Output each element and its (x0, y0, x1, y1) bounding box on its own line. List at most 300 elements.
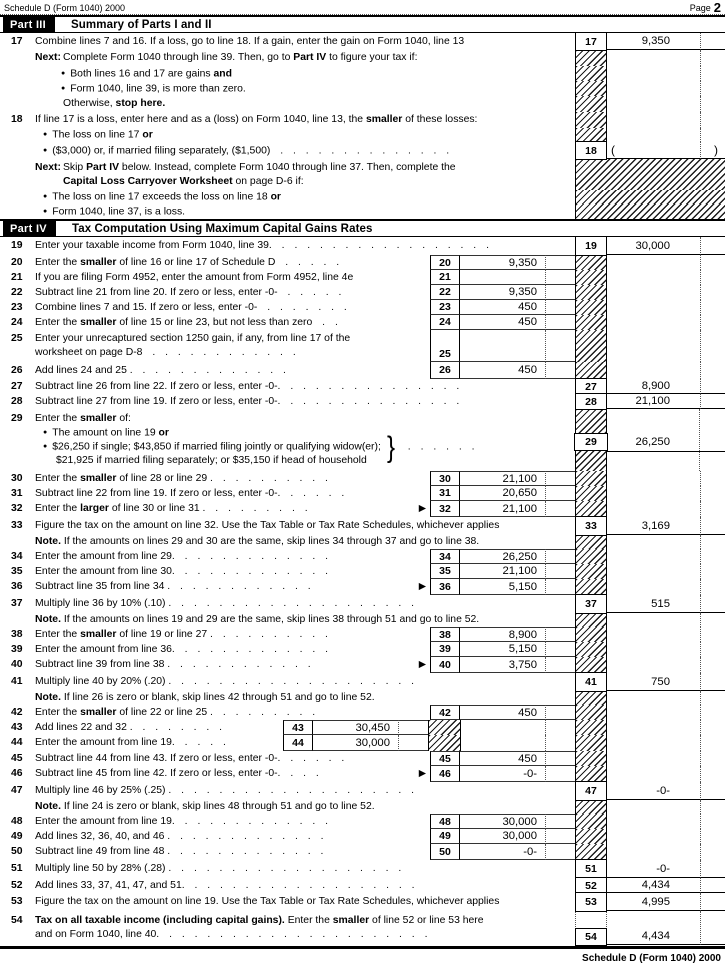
form-text-line (0, 691, 575, 705)
line-53-amount[interactable] (607, 893, 700, 911)
label-text: Next: (35, 161, 61, 173)
line-number: 44 (11, 737, 23, 748)
line-35-cents (545, 564, 575, 579)
label-text: Complete Form 1040 through line 39. Then, go to (63, 52, 294, 63)
line-32-entry[interactable]: 21,100 (460, 501, 545, 517)
line-18-box-strip (575, 142, 607, 159)
label-text: of line 22 or line 25 . (116, 706, 213, 718)
form-row-48 (0, 814, 725, 829)
cents-column (700, 579, 725, 595)
line-43-entry[interactable]: 30,450 (313, 720, 398, 735)
label-text: The loss on line 17 (52, 129, 143, 141)
form-row-33 (0, 517, 725, 535)
form-row-17-otherwise (0, 96, 725, 112)
row-52-label (0, 878, 575, 893)
label-text: Note. (35, 692, 61, 703)
form-text-line (0, 97, 575, 111)
line-34-cents (545, 549, 575, 564)
line-17-amount[interactable] (607, 33, 700, 50)
line-number: 20 (11, 256, 23, 268)
line-25-cents (545, 330, 575, 362)
line-36-entry[interactable]: 5,150 (460, 579, 545, 595)
hatch-strip (575, 128, 607, 142)
line-19-amount[interactable] (607, 237, 700, 255)
cents-column (700, 486, 725, 501)
line-51-amount[interactable] (607, 860, 700, 878)
label-text: $21,925 if married filing separately; or $35,150 if head of household (56, 455, 367, 466)
row-37-label (0, 595, 575, 613)
line-number: 25 (11, 333, 23, 344)
amount-column (607, 691, 700, 705)
cents-column (700, 300, 725, 315)
label-text: Part IV (293, 52, 327, 63)
form-row-18-bullet-4 (0, 204, 725, 219)
line-29-box-strip (575, 409, 607, 471)
row-47-label (0, 782, 575, 800)
line-39-box: 39 (430, 642, 460, 657)
line-46-box: 46 (430, 766, 460, 782)
line-42-entry[interactable]: 450 (460, 705, 545, 720)
right-arrow-icon: ▶ (418, 581, 426, 592)
dot-leader: . . . . . . . . . . . . . . (280, 380, 460, 392)
part3-bar (0, 15, 725, 33)
hatch-strip (575, 844, 607, 860)
row-46-label (0, 766, 430, 782)
form-text-line (0, 550, 430, 564)
form-text-line (0, 914, 575, 928)
label-text: Enter the amount from line 19. (35, 815, 175, 827)
line-52-amount[interactable] (607, 878, 700, 893)
hatch-strip (575, 66, 607, 81)
cents-column (700, 627, 725, 642)
label-text: of: (116, 413, 131, 424)
amount-column (607, 471, 700, 486)
line-25-entry[interactable] (460, 330, 545, 362)
line-49-entry[interactable]: 30,000 (460, 829, 545, 844)
form-row-32 (0, 501, 725, 517)
form-id-header: Schedule D (Form 1040) 2000 (4, 3, 126, 13)
label-text: Form 1040, line 37, is a loss. (52, 206, 186, 217)
right-arrow-icon: ▶ (418, 659, 426, 670)
cents-column (700, 691, 725, 705)
form-note-38 (0, 613, 725, 627)
form-row-21 (0, 270, 725, 285)
label-text: of line 52 or line 53 here (369, 915, 484, 926)
label-text: or (142, 129, 153, 141)
cents-column (700, 595, 725, 613)
label-text: Multiply line 40 by 20% (.20) . (35, 676, 172, 687)
row-18-bullet-2-label (0, 142, 575, 159)
line-46-entry[interactable]: -0- (460, 766, 545, 782)
line-number: 31 (11, 487, 23, 499)
row-51-label (0, 860, 575, 878)
cents-column (700, 893, 725, 911)
line-46-cents (545, 766, 575, 782)
line-50-cents (545, 844, 575, 860)
form-row-51 (0, 860, 725, 878)
amount-column (607, 844, 700, 860)
line-48-entry[interactable]: 30,000 (460, 814, 545, 829)
label-text: The loss on line 17 exceeds the loss on line 18 (52, 191, 271, 203)
row-39-label (0, 642, 430, 657)
line-27-value: 8,900 (641, 380, 670, 392)
form-text-line (0, 82, 575, 96)
line-36-box: 36 (430, 579, 460, 595)
label-text: Otherwise, (63, 98, 116, 109)
cents-column (700, 50, 725, 66)
hatch-strip (575, 471, 607, 486)
line-44-entry[interactable]: 30,000 (313, 735, 398, 751)
line-37-box-strip (575, 595, 607, 613)
form-row-17-bullet-2 (0, 81, 725, 96)
line-53-box: 53 (575, 892, 607, 912)
line-20-box: 20 (430, 255, 460, 270)
line-21-entry[interactable] (460, 270, 545, 285)
line-20-cents (545, 255, 575, 270)
label-text: Subtract line 35 from line 34 . (35, 581, 171, 592)
row-18-bullet-1-label (0, 128, 575, 142)
amount-column (607, 501, 700, 517)
amount-column (607, 81, 700, 96)
cents-column (700, 911, 725, 945)
label-text: Subtract line 39 from line 38 . (35, 659, 171, 670)
label-text: Combine lines 7 and 16. If a loss, go to line 18. If a gain, enter the gain on Form 1040, line 13 (35, 35, 465, 47)
line-number: 49 (11, 830, 23, 842)
line-52-value: 4,434 (641, 879, 670, 891)
line-24-entry[interactable]: 450 (460, 315, 545, 330)
dot-leader: . . . . . . . (257, 301, 347, 313)
form-row-43 (0, 720, 725, 735)
hatch-strip (575, 270, 607, 285)
form-text-line (0, 67, 575, 81)
row-20-label (0, 255, 430, 270)
label-text: larger (80, 503, 109, 514)
form-row-50 (0, 844, 725, 860)
label-text: Enter the (35, 706, 81, 718)
form-row-41 (0, 673, 725, 691)
line-32-cents (545, 501, 575, 517)
hatch-strip (575, 735, 607, 751)
label-text: Enter the (35, 413, 81, 424)
dot-leader: . . . . . . . . . . . . . . (280, 395, 460, 407)
dot-leader: . . . . . . . . . . . . (174, 815, 329, 827)
cents-column (700, 112, 725, 128)
label-text: Enter the amount from line 19. (35, 737, 175, 748)
line-20-entry[interactable]: 9,350 (460, 255, 545, 270)
row-17-otherwise-label (0, 96, 575, 112)
cents-column (700, 549, 725, 564)
line-31-entry[interactable]: 20,650 (460, 486, 545, 501)
label-text: Subtract line 26 from line 22. If zero or less, enter -0-. (35, 380, 281, 392)
form-text-line (0, 487, 430, 501)
form-text-line (0, 736, 283, 750)
line-42-cents (545, 705, 575, 720)
form-text-line (0, 675, 575, 689)
line-number: 48 (11, 815, 23, 827)
form-row-47 (0, 782, 725, 800)
line-number: 40 (11, 659, 23, 670)
line-28-value: 21,100 (635, 395, 670, 407)
dot-leader: . . . . . . . . . . . . . . . . . . (171, 863, 402, 874)
line-45-box: 45 (430, 751, 460, 766)
amount-column (607, 705, 700, 720)
form-text-line (0, 364, 430, 378)
label-text: The amount on line 19 (52, 427, 159, 439)
line-number: 47 (11, 785, 23, 796)
label-text: smaller (80, 256, 117, 268)
form-text-line (0, 752, 430, 766)
label-text: If line 17 is a loss, enter here and as a (loss) on Form 1040, line 13, the (35, 114, 366, 125)
cents-column (700, 535, 725, 549)
amount-column (607, 285, 700, 300)
line-number: 24 (11, 316, 23, 328)
row-17-bullet-2-label (0, 81, 575, 96)
line-54-value: 4,434 (641, 930, 670, 942)
part3-bar-label: Part III (3, 17, 55, 32)
row-26-label (0, 362, 430, 379)
label-text: Note. (35, 614, 61, 625)
line-number: 53 (11, 896, 23, 907)
form-text-line (0, 426, 575, 440)
line-37-box: 37 (575, 594, 607, 614)
row-44-label (0, 735, 283, 751)
row-40-label (0, 657, 430, 673)
form-row-17-next (0, 50, 725, 66)
label-text: Subtract line 27 from line 19. If zero or less, enter -0-. (35, 395, 281, 407)
dot-leader: . . . . . . . . . . . (170, 581, 311, 592)
label-text: If line 26 is zero or blank, skip lines 42 through 51 and go to line 52. (60, 692, 375, 703)
amount-continuation (460, 735, 545, 751)
amount-column (607, 642, 700, 657)
hatch-strip (575, 766, 607, 782)
cents-column (700, 255, 725, 270)
row-24-label (0, 315, 430, 330)
amount-column (607, 66, 700, 81)
form-text-line (0, 597, 575, 611)
line-number: 32 (11, 503, 23, 514)
note-38-label (0, 613, 575, 627)
bullet-icon: ● (61, 69, 66, 77)
line-23-box: 23 (430, 300, 460, 315)
row-17-label (0, 33, 575, 50)
line-43-cents (398, 720, 428, 735)
hatch-strip (575, 800, 607, 814)
amount-column (607, 112, 700, 128)
label-text: Subtract line 45 from line 42. If zero or less, enter -0-. (35, 768, 281, 779)
form-text-line (0, 613, 575, 627)
line-number: 34 (11, 550, 23, 562)
hatched-block (575, 190, 725, 204)
form-row-30 (0, 471, 725, 486)
line-31-cents (545, 486, 575, 501)
label-text: Note. (35, 801, 61, 812)
line-23-entry[interactable]: 450 (460, 300, 545, 315)
close-paren: ) (714, 143, 718, 157)
amount-continuation (460, 720, 545, 735)
amount-column (607, 613, 700, 627)
cents-column (700, 735, 725, 751)
line-22-entry[interactable]: 9,350 (460, 285, 545, 300)
form-row-49 (0, 829, 725, 844)
cents-column (700, 829, 725, 844)
bullet-icon: ● (43, 443, 48, 450)
line-38-entry[interactable]: 8,900 (460, 627, 545, 642)
line-41-amount[interactable] (607, 673, 700, 691)
line-26-entry[interactable]: 450 (460, 362, 545, 379)
page-header (0, 0, 725, 15)
line-47-value: -0- (656, 784, 670, 797)
row-18-bullet-3-label (0, 190, 575, 204)
line-44-cents (398, 735, 428, 751)
line-37-value: 515 (651, 597, 670, 610)
form-row-37 (0, 595, 725, 613)
form-text-line (0, 502, 430, 516)
form-row-18-bullet-3 (0, 190, 725, 204)
label-text: Skip (63, 161, 87, 173)
hatch-strip (575, 627, 607, 642)
line-21-box: 21 (430, 270, 460, 285)
row-32-label (0, 501, 430, 517)
hatch-strip (575, 829, 607, 844)
form-text-line (0, 161, 575, 175)
form-row-18-next (0, 159, 725, 190)
label-text: smaller (332, 915, 370, 926)
label-text: Combine lines 7 and 15. If zero or less, enter -0- (35, 301, 258, 313)
label-text: ($3,000) or, if married filing separately, ($1,500) (52, 145, 271, 156)
amount-column (607, 50, 700, 66)
right-arrow-icon: ▶ (418, 503, 426, 514)
line-number: 41 (11, 676, 23, 687)
row-42-label (0, 705, 430, 720)
form-text-line (0, 706, 430, 720)
label-text: Enter the (35, 503, 81, 514)
row-36-label (0, 579, 430, 595)
form-note-42 (0, 691, 725, 705)
cents-column (700, 315, 725, 330)
note-48-label (0, 800, 575, 814)
line-24-cents (545, 315, 575, 330)
line-27-amount[interactable] (607, 379, 700, 394)
cents-continuation (545, 720, 575, 735)
line-number: 22 (11, 286, 23, 298)
label-text: Enter the amount from line 30. (35, 565, 175, 577)
line-51-box: 51 (575, 859, 607, 879)
form-text-line (0, 239, 575, 253)
label-text: If you are filing Form 4952, enter the amount from Form 4952, line 4e (35, 271, 354, 283)
dot-leader: . . . . . . . . . . . . . . . . . . . . . (159, 929, 428, 940)
amount-column (607, 330, 700, 362)
label-text: of these losses: (402, 114, 478, 125)
hatch-strip (428, 735, 460, 751)
bullet-icon: ● (43, 131, 48, 138)
hatch-strip (575, 814, 607, 829)
cents-column (700, 362, 725, 379)
line-28-amount[interactable] (607, 394, 700, 409)
form-row-19 (0, 237, 725, 255)
line-30-entry[interactable]: 21,100 (460, 471, 545, 486)
line-45-entry[interactable]: 450 (460, 751, 545, 766)
row-23-label (0, 300, 430, 315)
line-35-entry[interactable]: 21,100 (460, 564, 545, 579)
row-49-label (0, 829, 430, 844)
dot-leader: . . . . (174, 737, 226, 748)
line-33-value: 3,169 (641, 519, 670, 532)
line-34-entry[interactable]: 26,250 (460, 549, 545, 564)
line-39-entry[interactable]: 5,150 (460, 642, 545, 657)
form-row-34 (0, 549, 725, 564)
line-33-amount[interactable] (607, 517, 700, 535)
amount-column (607, 486, 700, 501)
cents-column (700, 142, 725, 159)
form-text-line (0, 190, 575, 204)
form-text-line (0, 316, 430, 330)
line-37-amount[interactable] (607, 595, 700, 613)
label-text: If line 24 is zero or blank, skip lines 48 through 51 and go to line 52. (60, 801, 375, 812)
line-52-box-strip (575, 878, 607, 893)
line-number: 42 (11, 706, 23, 718)
line-51-value: -0- (656, 862, 670, 875)
label-text: of line 30 or line 31 (108, 503, 203, 514)
line-36-cents (545, 579, 575, 595)
line-48-cents (545, 814, 575, 829)
line-number: 30 (11, 472, 23, 484)
line-50-entry[interactable]: -0- (460, 844, 545, 860)
hatch-strip (575, 486, 607, 501)
line-number: 35 (11, 565, 23, 577)
part4-bar (0, 219, 725, 237)
hatch-strip (575, 613, 607, 627)
line-28-box-strip (575, 394, 607, 409)
form-text-line (0, 580, 430, 594)
form-text-line (0, 113, 575, 127)
cents-divider (699, 409, 700, 471)
bullet-icon: ● (43, 193, 48, 200)
right-arrow-icon: ▶ (418, 768, 426, 779)
line-18-amount[interactable] (607, 142, 700, 159)
label-text: Subtract line 49 from line 48 . (35, 846, 171, 857)
hatched-block (575, 159, 725, 190)
cents-column (700, 471, 725, 486)
hatch-strip (575, 112, 607, 128)
cents-column (700, 844, 725, 860)
label-text: Add lines 32, 36, 40, and 46 . (35, 830, 171, 842)
form-text-line (0, 519, 575, 533)
line-40-entry[interactable]: 3,750 (460, 657, 545, 673)
line-43-box: 43 (283, 720, 313, 735)
cents-column (700, 33, 725, 50)
dot-leader: . . . . . (280, 752, 345, 764)
cents-column (700, 720, 725, 735)
line-29-amount[interactable] (607, 409, 725, 471)
cents-column (700, 96, 725, 112)
line-54-amount[interactable] (607, 911, 700, 945)
form-row-20 (0, 255, 725, 270)
dot-leader: . . . . . . . . . . . (170, 659, 311, 670)
label-text: Enter the (35, 316, 81, 328)
cents-column (700, 657, 725, 673)
label-text: Enter the amount from line 29. (35, 550, 175, 562)
form-row-38 (0, 627, 725, 642)
form-row-44 (0, 735, 725, 751)
dot-leader: . . . . . . . . . . . . . . . . . . . (171, 598, 414, 609)
form-text-line (0, 332, 430, 346)
line-42-box: 42 (430, 705, 460, 720)
line-22-box: 22 (430, 285, 460, 300)
dot-leader: . . . . . . . . . . . . (174, 550, 329, 562)
dot-leader: . . (312, 316, 338, 328)
line-47-amount[interactable] (607, 782, 700, 800)
label-text: Note. (35, 536, 61, 547)
